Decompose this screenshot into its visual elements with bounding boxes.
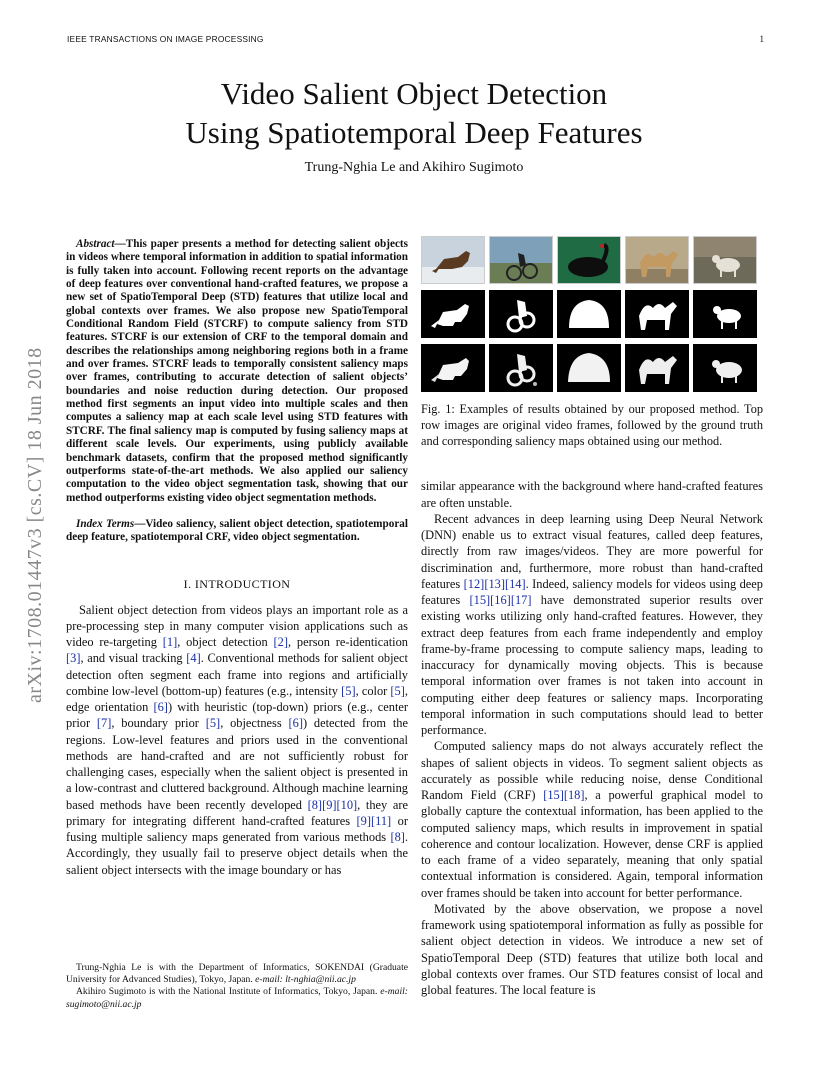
text-run: , edge orientation [66,683,408,715]
figure-1-grid [421,236,763,392]
email-link[interactable]: e-mail: sugimoto@nii.ac.jp [66,986,408,1010]
title-line-2: Using Spatiotemporal Deep Features [185,115,643,150]
citation-link[interactable]: [7] [96,716,112,731]
text-run: , a powerful graphical model to globally capture the contextual information, has been applied to the computed saliency maps, which results in improvement in spatial coherence and contour localization. However, dense CRF is applied to each frame of a video separately, meaning that only spatial contextual information is considered. Again, temporal information over frames should be taken into account for better performance. [421,788,763,900]
text-run: or fusing multiple saliency maps generated from various methods [66,813,408,845]
text-run: ) with heuristic (top-down) priors (e.g., center prior [66,700,409,731]
ground-truth-camel [625,290,689,338]
frame-goat [693,236,757,284]
saliency-map-black-swan [557,344,621,392]
running-head: IEEE TRANSACTIONS ON IMAGE PROCESSING [67,34,264,44]
text-run: Trung-Nghia Le is with the Department of Informatics, SOKENDAI (Graduate University for Advanced Studies), Tokyo, Japan. [66,962,408,986]
index-terms-lead: Index Terms [76,517,135,530]
saliency-map-goat [693,344,757,392]
citation-link[interactable]: [8] [307,797,323,812]
index-terms-text: —Video saliency, salient object detection, spatiotemporal deep feature, spatiotemporal CRF, video object segmentation. [66,517,408,544]
citation-link[interactable]: [10] [336,797,358,812]
page-number: 1 [759,34,764,44]
intro-paragraph-4: Motivated by the above observation, we propose a novel framework using spatiotemporal information as fully as possible for salient object detection in videos. We introduce a new set of SpatioTemporal Deep (STD) features that utilize both local and global contexts over frames. Our STD features consist of local and global features. The local feature is [421,901,763,998]
text-run: . Conventional methods for salient object detection often segment each frame into regions and artificially combine low-level (bottom-up) features (e.g., intensity [66,651,408,698]
frame-black-swan [557,236,621,284]
ground-truth-fox [421,290,485,338]
text-run: Akihiro Sugimoto is with the National Institute of Informatics, Tokyo, Japan. [76,986,381,998]
title-line-1: Video Salient Object Detection [220,76,608,111]
citation-link[interactable]: [15] [469,593,491,608]
frame-camel [625,236,689,284]
section-heading-introduction: I. INTRODUCTION [183,576,291,591]
figure-row-saliency-maps [421,344,763,392]
text-run: , color [355,683,391,698]
citation-link[interactable]: [5] [205,716,221,731]
text-run: Recent advances in deep learning using Deep Neural Network (DNN) enable us to extract visual features, called deep features, directly from raw images/videos. They are more powerful for discrimination and, furthermore, more robust than hand-crafted features [421,511,763,591]
footnote-author-1 [66,962,408,986]
citation-link[interactable]: [14] [504,576,526,591]
right-column-body [421,478,763,998]
citation-link[interactable]: [5] [341,683,356,698]
intro-paragraph-3 [421,738,763,901]
figure-row-ground-truth [421,290,763,338]
text-run: , boundary prior [111,716,206,731]
left-column [66,238,408,878]
citation-link[interactable]: [4] [186,651,201,666]
abstract-lead: Abstract [76,238,115,250]
citation-link[interactable]: [13] [484,576,505,591]
paper-title [0,74,828,152]
index-terms [66,518,408,545]
saliency-map-bike-rider [489,344,553,392]
intro-paragraph-2 [421,511,763,739]
citation-link[interactable]: [1] [162,635,178,650]
citation-link[interactable]: [16] [490,593,511,608]
citation-link[interactable]: [12] [463,576,485,591]
citation-link[interactable]: [9] [356,813,371,828]
text-run: . Accordingly, they usually fail to preserve object details when the salient object intersects with the image boundary or has [66,830,408,877]
citation-link[interactable]: [8] [390,830,405,845]
authors: Trung-Nghia Le and Akihiro Sugimoto [304,160,524,175]
citation-link[interactable]: [17] [510,593,532,608]
saliency-map-camel [625,344,689,392]
text-run: . Indeed, saliency models for videos using deep features [421,576,763,608]
text-run: , person re-identication [287,635,408,650]
text-run: , they are primary for integrating different hand-crafted features [66,797,408,828]
text-run: , objectness [220,716,289,731]
citation-link[interactable]: [2] [273,635,288,650]
intro-paragraph-continued: similar appearance with the background where hand-crafted features are often unstable. [421,479,763,510]
citation-link[interactable]: [15] [543,788,564,803]
saliency-map-fox [421,344,485,392]
footnote-author-2 [66,986,408,1010]
citation-link[interactable]: [11] [370,813,392,828]
citation-link[interactable]: [6] [153,700,168,715]
ground-truth-black-swan [557,290,621,338]
citation-link[interactable]: [5] [390,683,405,698]
text-run: Salient object detection from videos plays an important role as a pre-processing step in many computer vision applications such as video re-targeting [66,602,408,650]
arxiv-stamp: arXiv:1708.01447v3 [cs.CV] 18 Jun 2018 [24,347,46,703]
citation-link[interactable]: [3] [66,651,81,666]
email-link[interactable]: e-mail: lt-nghia@nii.ac.jp [255,974,356,986]
ground-truth-bike-rider [489,290,553,338]
citation-link[interactable]: [18] [563,788,585,803]
text-run: ) detected from the regions. Low-level features and priors used in the conventional methods are hand-crafted and are not sufficiently robust for challenging cases, especially when the salient object is presented in a low-contrast and cluttered background. Although machine learning based methods have been recently developed [66,716,408,812]
text-run: have demonstrated superior results over existing works utilizing only hand-crafted features. However, they extract deep features from each frame independently and employ frame-by-frame processing to compute saliency maps, leading to inaccuracy for dynamically moving objects. This is because temporal information over frames is not taken into account in computing either deep features or saliency maps. Incorporating temporal information in such computations should lead to better performance. [421,593,763,738]
right-column [421,236,763,998]
frame-bike-rider [489,236,553,284]
footnotes [66,962,408,1011]
figure-row-original-frames [421,236,763,284]
frame-fox [421,236,485,284]
citation-link[interactable]: [9] [322,797,337,812]
text-run: , and visual tracking [80,651,187,666]
text-run: , object detection [177,635,274,650]
abstract-text: —This paper presents a method for detecting salient objects in videos where temporal information in addition to spatial information is fully taken into account. Following recent reports on the advantage of deep features over conventional hand-crafted features, we propose a new set of SpatioTemporal Deep (STD) features that utilize local and global contexts over frames. We also propose new SpatioTemporal Conditional Random Field (STCRF) to compute saliency from STD features. STCRF is our extension of CRF to the temporal domain and describes the relationships among neighboring regions both in a frame and over frames. STCRF leads to temporally consistent saliency maps over frames, contributing to accurate detection of salient objects’ boundaries and noise reduction during detection. Our proposed method first segments an input video into multiple scales and then computes a saliency map at each scale level using STD features with STCRF. The final saliency map is computed by fusing saliency maps at different scale levels. Our experiments, using publicly available benchmark datasets, confirm that the proposed method significantly outperforms state-of-the-art methods. We also applied our saliency computation to the video object segmentation task, showing that our method outperforms existing video object segmentation methods. [66,238,408,504]
abstract [66,238,408,505]
text-run: Computed saliency maps do not always accurately reflect the shapes of salient objects in videos. To segment salient objects as accurately as possible while reducing noise, dense Conditional Random Field (CRF) [421,739,763,803]
figure-1-caption: Fig. 1: Examples of results obtained by our proposed method. Top row images are original video frames, followed by the ground truth and corresponding saliency maps obtained using our method. [421,402,763,449]
intro-paragraph-1 [66,602,408,878]
ground-truth-goat [693,290,757,338]
citation-link[interactable]: [6] [288,716,303,731]
